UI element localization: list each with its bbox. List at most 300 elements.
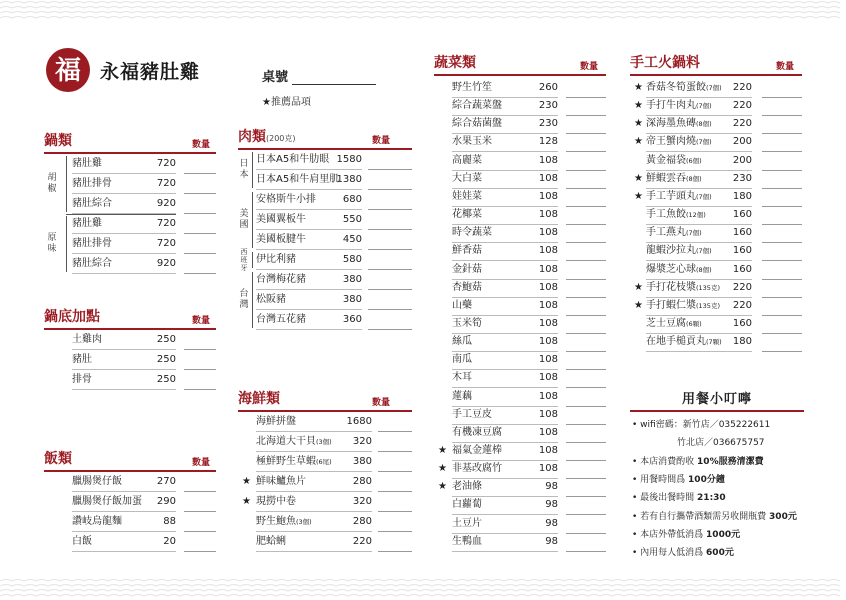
quantity-blank[interactable] [184,551,216,552]
item-name: 豬肚雞 [72,218,102,229]
item-price: 720 [156,238,176,249]
item-underline [256,551,372,552]
tip-highlight: 10%服務清潔費 [697,456,764,467]
item-portion: (7顆) [706,338,722,347]
item-name: 日本A5和牛肩里肌 [256,174,340,185]
item-price: 108 [538,263,558,275]
item-name: 豬肚綜合 [72,198,112,209]
item-name: 安格斯牛小排 [256,194,316,205]
menu-item [238,412,412,432]
bullet-icon: • [632,474,641,485]
tip-text: 用餐時間爲 [640,474,689,485]
item-price: 108 [538,408,558,420]
hotpot-qty-label: 數量 [776,62,795,72]
menu-item [434,332,606,352]
item-name: 美國翼板牛 [256,214,306,225]
item-price: 1680 [346,416,372,427]
item-portion: (8個) [696,120,712,129]
tip-text: 本店消費酌收 [640,456,698,467]
item-name: 綜合菇菌盤 [452,118,502,130]
menu-item [238,512,412,532]
item-name: 手工芋頭丸(7個) [646,190,712,202]
item-price: 200 [732,154,752,166]
item-name: 手打花枝漿(135克) [646,281,720,293]
meat-title: 肉類(200克) [238,129,296,145]
item-price: 230 [538,118,558,130]
item-price: 160 [732,317,752,329]
bullet-icon: • [632,548,641,559]
table-number-label: 桌號 [262,70,289,85]
item-name: 日本A5和牛肋眼 [256,154,330,165]
menu-item [44,254,216,274]
table-number-field[interactable] [262,66,376,85]
menu-item [434,96,606,116]
hotpot-section [630,55,802,348]
meat-group-bracket [252,272,253,328]
item-price: 200 [732,136,752,148]
item-price: 108 [538,154,558,166]
item-price: 250 [156,334,176,345]
rice-title: 飯類 [44,451,72,467]
menu-item [630,332,802,352]
recommended-star-icon: ★ [634,281,643,293]
item-price: 250 [156,374,176,385]
item-name: 高麗菜 [452,154,482,166]
menu-item [434,278,606,298]
menu-item [44,512,216,532]
item-name: 木耳 [452,372,472,384]
pot-section [44,133,216,269]
meat-qty-label: 數量 [372,136,391,146]
menu-item [238,230,412,250]
menu-item [630,169,802,189]
item-portion: (8個) [696,265,712,274]
veg-title: 蔬菜類 [434,55,476,71]
menu-item [434,241,606,261]
tip-highlight: 21:30 [697,493,726,504]
meat-group-label: 西 班 牙 [240,248,248,272]
item-name: 芝士豆腐(6顆) [646,317,702,329]
menu-item [434,169,606,189]
meat-subtitle: (200克) [266,134,296,143]
meat-section [238,129,412,325]
item-price: 108 [538,172,558,184]
menu-item [434,187,606,207]
item-name: 山藥 [452,299,472,311]
menu-item [238,270,412,290]
recommended-star-icon: ★ [634,100,643,112]
item-price: 250 [156,354,176,365]
tip-text: 最後出餐時間 [640,493,698,504]
menu-item [434,132,606,152]
item-price: 280 [352,476,372,487]
item-name: 蓮藕 [452,390,472,402]
menu-item [630,96,802,116]
item-price: 720 [156,178,176,189]
recommended-legend: ★推薦品項 [262,97,311,108]
item-price: 98 [545,481,558,493]
item-price: 108 [538,372,558,384]
veg-header [434,56,606,76]
item-name: 龍蝦沙拉丸(7個) [646,245,712,257]
item-name: 野生竹笙 [452,82,492,93]
item-name: 松阪豬 [256,294,286,305]
item-price: 88 [163,516,176,527]
menu-item [434,114,606,134]
item-price: 108 [538,445,558,456]
item-name: 土豆片 [452,517,482,529]
item-portion: (7個) [696,192,712,201]
item-price: 108 [538,336,558,348]
item-price: 230 [538,100,558,112]
menu-item [44,370,216,390]
item-price: 98 [545,535,558,547]
item-name: 黃金福袋(6個) [646,154,702,166]
item-underline [646,351,752,352]
item-name: 生鴨血 [452,535,482,547]
menu-item [434,151,606,171]
item-name: 綜合蔬菜盤 [452,100,502,112]
meat-group-bracket [252,192,253,248]
item-name: 野生鮑魚(3個) [256,516,312,527]
tip-line [632,434,765,452]
item-price: 220 [732,299,752,311]
item-price: 108 [538,190,558,202]
menu-item [434,405,606,425]
rice-qty-label: 數量 [192,458,211,468]
item-name: 豬肚排骨 [72,238,112,249]
item-name: 杏鮑菇 [452,281,482,293]
item-price: 108 [538,227,558,239]
item-name: 美國板腱牛 [256,234,306,245]
pot-group-label: 胡 椒 [47,173,57,194]
item-price: 108 [538,281,558,293]
item-price: 1380 [336,174,362,185]
item-price: 360 [342,314,362,325]
item-price: 270 [156,476,176,487]
menu-item [434,477,606,497]
menu-item [434,223,606,243]
item-name: 鮮味鱸魚片 [256,476,306,487]
item-name: 手打蝦仁漿(135克) [646,299,720,311]
menu-item [44,330,216,350]
recommended-star-icon: ★ [634,299,643,311]
item-name: 時令蔬菜 [452,227,492,239]
item-name: 排骨 [72,374,92,385]
item-portion: (3個) [296,518,312,526]
tip-line [632,489,726,507]
quantity-blank[interactable] [184,389,216,390]
seafood-section [238,391,412,547]
table-number-blank[interactable] [292,71,376,85]
quantity-blank[interactable] [762,351,802,352]
menu-item [238,170,412,190]
item-name: 帝王蟹肉燒(7個) [646,136,712,148]
menu-item [630,151,802,171]
menu-item [630,187,802,207]
tip-line [632,526,740,544]
pot-header [44,134,216,154]
item-portion: (6尾) [316,458,332,466]
item-name: 老油條 [452,481,482,493]
quantity-blank[interactable] [378,551,412,552]
item-name: 豬肚雞 [72,158,102,169]
item-portion: (6顆) [686,319,702,328]
item-price: 720 [156,158,176,169]
menu-item [630,314,802,334]
item-name: 讚岐烏龍麵 [72,516,122,527]
tip-text: 本店外帶低消爲 [640,529,707,540]
menu-item [238,492,412,512]
tip-highlight: 300元 [769,511,797,522]
item-price: 108 [538,317,558,329]
tip-line [632,416,770,434]
item-name: 臘腸煲仔飯 [72,476,122,487]
item-name: 豬肚 [72,354,92,365]
menu-item [434,387,606,407]
pot-title: 鍋類 [44,133,72,149]
quantity-blank[interactable] [368,329,412,330]
veg-section [434,55,606,547]
rice-section [44,451,216,547]
item-price: 450 [342,234,362,245]
tip-text: 竹北店／036675757 [632,438,765,449]
item-name: 鮮蝦雲吞(8個) [646,172,702,184]
menu-item [434,350,606,370]
menu-item [44,350,216,370]
item-name: 手工豆皮 [452,408,492,420]
item-price: 680 [342,194,362,205]
item-price: 20 [163,536,176,547]
item-price: 280 [352,516,372,527]
menu-item [238,290,412,310]
tip-highlight: 1000元 [706,529,741,540]
item-price: 230 [732,172,752,184]
menu-item [434,260,606,280]
item-name: 手打牛肉丸(7個) [646,100,712,112]
menu-item [630,260,802,280]
meat-header [238,130,412,150]
item-price: 108 [538,426,558,438]
item-portion: (7個) [696,247,712,256]
logo-glyph: 福 [54,56,82,86]
menu-item [630,132,802,152]
menu-item [238,310,412,330]
item-price: 920 [156,258,176,269]
item-name: 玉米筍 [452,317,482,329]
item-price: 108 [538,299,558,311]
tip-highlight: 100分鐘 [688,474,725,485]
item-price: 720 [156,218,176,229]
menu-item [238,432,412,452]
menu-item [434,532,606,552]
item-price: 320 [352,496,372,507]
item-portion: (6個) [686,156,702,165]
addon-qty-label: 數量 [192,316,211,326]
item-underline [256,329,362,330]
pot-group-bracket [66,156,67,212]
item-price: 98 [545,517,558,529]
item-underline [72,389,176,390]
menu-item [630,78,802,98]
item-underline [72,551,176,552]
tips-title: 用餐小叮嚀 [681,392,752,407]
menu-item [630,205,802,225]
menu-item [238,190,412,210]
addon-title: 鍋底加點 [44,309,100,325]
tip-line [632,544,734,562]
recommended-star-icon: ★ [438,463,447,475]
recommended-star-icon: ★ [438,445,447,456]
menu-item [238,210,412,230]
meat-group-label: 日 本 [239,159,249,180]
item-name: 南瓜 [452,354,472,366]
item-price: 220 [732,82,752,93]
menu-item [434,78,606,98]
hotpot-header [630,56,802,76]
item-price: 160 [732,245,752,257]
item-price: 160 [732,263,752,275]
item-name: 白蘿蔔 [452,499,482,511]
item-price: 220 [732,100,752,112]
item-price: 108 [538,390,558,402]
item-name: 台灣梅花豬 [256,274,306,285]
hotpot-title: 手工火鍋料 [630,55,700,71]
recommended-star-icon: ★ [634,118,643,130]
menu-item [238,250,412,270]
bullet-icon: • [632,493,641,504]
brand [44,46,200,94]
tips-divider [630,410,804,412]
tip-line [632,508,797,526]
item-portion: (12個) [686,211,706,220]
item-price: 380 [352,456,372,467]
tip-line [632,471,725,489]
menu-item [434,514,606,534]
item-price: 108 [538,463,558,475]
menu-item [434,368,606,388]
menu-item [630,278,802,298]
item-name: 臘腸煲仔飯加蛋 [72,496,142,507]
item-name: 豬肚排骨 [72,178,112,189]
item-name: 伊比利豬 [256,254,296,265]
item-price: 1580 [336,154,362,165]
menu-item [44,174,216,194]
tip-line [632,453,764,471]
item-price: 180 [732,336,752,348]
item-name: 手工燕丸(7個) [646,227,702,239]
item-price: 380 [342,274,362,285]
item-price: 260 [538,82,558,93]
recommended-star-icon: ★ [634,172,643,184]
item-price: 290 [156,496,176,507]
menu-item [630,223,802,243]
item-price: 320 [352,436,372,447]
item-name: 香菇冬筍蛋餃(7個) [646,82,722,93]
pot-qty-label: 數量 [192,140,211,150]
item-price: 550 [342,214,362,225]
meat-group-bracket [252,252,253,268]
menu-item [434,459,606,479]
item-name: 白飯 [72,536,92,547]
bullet-icon: • [632,529,641,540]
item-price: 128 [538,136,558,148]
meat-group-label: 台 灣 [239,289,249,310]
item-name: 極鮮野生草蝦(6尾) [256,456,332,467]
menu-item [238,452,412,472]
meat-group-label: 美 國 [239,209,249,230]
bullet-icon: • [632,420,641,430]
item-underline [72,273,176,274]
item-name: 花椰菜 [452,209,482,221]
bullet-icon: • [632,456,641,467]
item-name: 北海道大干貝(3個) [256,436,332,447]
recommended-star-icon: ★ [634,190,643,202]
recommended-star-icon: ★ [242,476,251,487]
item-price: 920 [156,198,176,209]
tip-highlight: 600元 [706,548,734,559]
item-name: 手工魚餃(12個) [646,209,706,221]
quantity-blank[interactable] [566,551,606,552]
menu-item [434,314,606,334]
item-portion: (135克) [696,301,720,310]
item-underline [452,551,558,552]
item-portion: (7個) [696,138,712,147]
item-portion: (7個) [706,84,722,92]
menu-item [434,423,606,443]
item-name: 深海墨魚磚(8個) [646,118,712,130]
recommended-star-icon: ★ [634,82,643,93]
item-portion: (7個) [696,102,712,111]
bullet-icon: • [632,511,641,522]
recommended-star-icon: ★ [634,136,643,148]
rice-header [44,452,216,472]
tip-text: 若有自行攜帶酒類需另收開瓶費 [640,511,770,522]
item-price: 108 [538,209,558,221]
item-name: 水果玉米 [452,136,492,148]
menu-item [238,150,412,170]
item-name: 爆漿芝心球(8個) [646,263,712,275]
pot-group-label: 原 味 [47,233,57,254]
menu-item [630,114,802,134]
item-name: 豬肚綜合 [72,258,112,269]
menu-item [44,492,216,512]
item-price: 108 [538,354,558,366]
item-price: 220 [732,118,752,130]
quantity-blank[interactable] [184,273,216,274]
item-price: 98 [545,499,558,511]
menu-item [434,205,606,225]
menu-item [434,296,606,316]
menu-item [630,296,802,316]
item-name: 福氣金蓮棒 [452,445,502,456]
item-name: 絲瓜 [452,336,472,348]
item-name: 海鮮拼盤 [256,416,296,427]
meat-group-bracket [252,152,253,188]
item-price: 220 [352,536,372,547]
item-price: 220 [732,281,752,293]
seafood-qty-label: 數量 [372,398,391,408]
menu-item [44,214,216,234]
item-price: 580 [342,254,362,265]
item-name: 大白菜 [452,172,482,184]
item-portion: (3個) [316,438,332,446]
pot-group-bracket [66,216,67,272]
menu-item [44,194,216,214]
recommended-star-icon: ★ [438,481,447,493]
veg-qty-label: 數量 [580,62,599,72]
tip-text: 內用每人低消爲 [640,548,707,559]
